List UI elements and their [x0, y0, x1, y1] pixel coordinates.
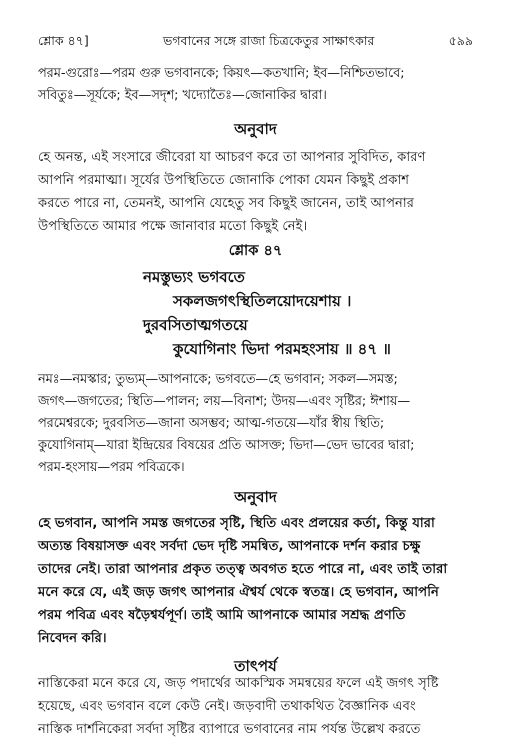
- running-header: [38, 33, 473, 53]
- gloss-line: জগৎ—জগতের; স্থিতি—পালন; লয়—বিনাশ; উদয়—এবং সৃষ্টির; ঈশায়—: [38, 394, 411, 409]
- gloss-line: নমঃ—নমস্কার; তুভ্যম্—আপনাকে; ভগবতে—হে ভগবান; সকল—সমস্ত;: [38, 372, 398, 387]
- section-heading-anubad: অনুবাদ: [234, 488, 277, 506]
- paragraph-line: করতে পারে না, তেমনই, আপনি যেহেতু সব কিছুই জানেন, তাই আপনার: [38, 196, 414, 211]
- section-heading-tatparya: তাৎপর্য: [234, 657, 277, 675]
- paragraph-line: তাদের নেই। তারা আপনার প্রকৃত তত্ত্ব অবগত হতে পারে না, এবং তাই তারা: [38, 562, 448, 577]
- paragraph-line: পরম পবিত্র এবং ষড়ৈশ্বর্যপূর্ণ। তাই আমি আপনাকে আমার সশ্রদ্ধ প্রণতি: [38, 608, 406, 623]
- verse-line-1: নমস্তুভ্যং ভগবতে: [143, 268, 245, 286]
- gloss-line: পরম-হংসায়—পরম পবিত্রকে।: [38, 460, 185, 475]
- section-heading-anubad: অনুবাদ: [234, 120, 277, 138]
- paragraph-line: নাস্তিক দার্শনিকেরা সর্বদা সৃষ্টির ব্যাপারে ভগবানের নাম পর্যন্ত উল্লেখ করতে: [38, 722, 421, 737]
- word-for-word-gloss: [38, 369, 473, 479]
- paragraph-line: হে ভগবান, আপনি সমস্ত জগতের সৃষ্টি, স্থিতি এবং প্রলয়ের কর্তা, কিন্তু যারা: [38, 516, 435, 531]
- anubad2-heading-wrap: [38, 486, 473, 506]
- verse-line-2: সকলজগৎস্থিতিলয়োদয়েশায় ।: [173, 292, 352, 310]
- paragraph-line: আপনি পরমাত্মা। সূর্যের উপস্থিতিতে জোনাকি পোকা যেমন কিছুই প্রকাশ: [38, 173, 410, 188]
- paragraph-line: হে অনন্ত, এই সংসারে জীবেরা যা আচরণ করে তা আপনার সুবিদিত, কারণ: [38, 150, 426, 165]
- verse-line-3: দুরবসিতাত্মগতয়ে: [143, 316, 248, 334]
- paragraph-line: নিবেদন করি।: [38, 631, 107, 646]
- anubad1-paragraph: [38, 146, 473, 238]
- top-word-gloss: [38, 63, 473, 107]
- gloss-line: সবিতুঃ—সূর্যকে; ইব—সদৃশ; খদ্যোতৈঃ—জোনাকির দ্বারা।: [38, 88, 327, 103]
- verse-line-4: কুযোগিনাং ভিদা পরমহংসায় ॥ ৪৭ ॥: [173, 340, 391, 358]
- paragraph-line: নাস্তিকেরা মনে করে যে, জড় পদার্থের আকস্মিক সমন্বয়ের ফলে এই জগৎ সৃষ্টি: [38, 676, 439, 691]
- anubad2-paragraph: [38, 512, 473, 650]
- paragraph-line: অত্যন্ত বিষয়াসক্ত এবং সর্বদা ভেদ দৃষ্টি সমন্বিত, আপনাকে দর্শন করার চক্ষু: [38, 539, 421, 554]
- paragraph-line: মনে করে যে, এই জড় জগৎ আপনার ঐশ্বর্য থেকে স্বতন্ত্র। হে ভগবান, আপনি: [38, 585, 439, 600]
- gloss-line: পরম-গুরোঃ—পরম গুরু ভগবানকে; কিয়ৎ—কতখানি; ইব—নিশ্চিতভাবে;: [38, 66, 405, 81]
- gloss-line: কুযোগিনাম্—যারা ইন্দ্রিয়ের বিষয়ের প্রতি আসক্ত; ভিদা—ভেদ ভাবের দ্বারা;: [38, 438, 415, 453]
- paragraph-line: হয়েছে, এবং ভগবান বলে কেউ নেই। জড়বাদী তথাকথিত বৈজ্ঞানিক এবং: [38, 699, 416, 714]
- header-verse-ref: শ্লোক ৪৭]: [38, 33, 89, 48]
- page-number: ৫৯৯: [448, 33, 473, 48]
- shloka-title: শ্লোক ৪৭: [228, 243, 283, 259]
- tatparya-paragraph: [38, 672, 473, 741]
- header-chapter-title: ভগবানের সঙ্গে রাজা চিত্রকেতুর সাক্ষাৎকার: [163, 33, 375, 48]
- anubad1-heading-wrap: [38, 118, 473, 138]
- shloka-title-wrap: [38, 240, 473, 260]
- paragraph-line: উপস্থিতিতে আমার পক্ষে জানাবার মতো কিছুই নেই।: [38, 219, 308, 234]
- gloss-line: পরমেশ্বরকে; দুরবসিত—জানা অসম্ভব; আত্ম-গতয়ে—যাঁর স্বীয় স্থিতি;: [38, 416, 385, 431]
